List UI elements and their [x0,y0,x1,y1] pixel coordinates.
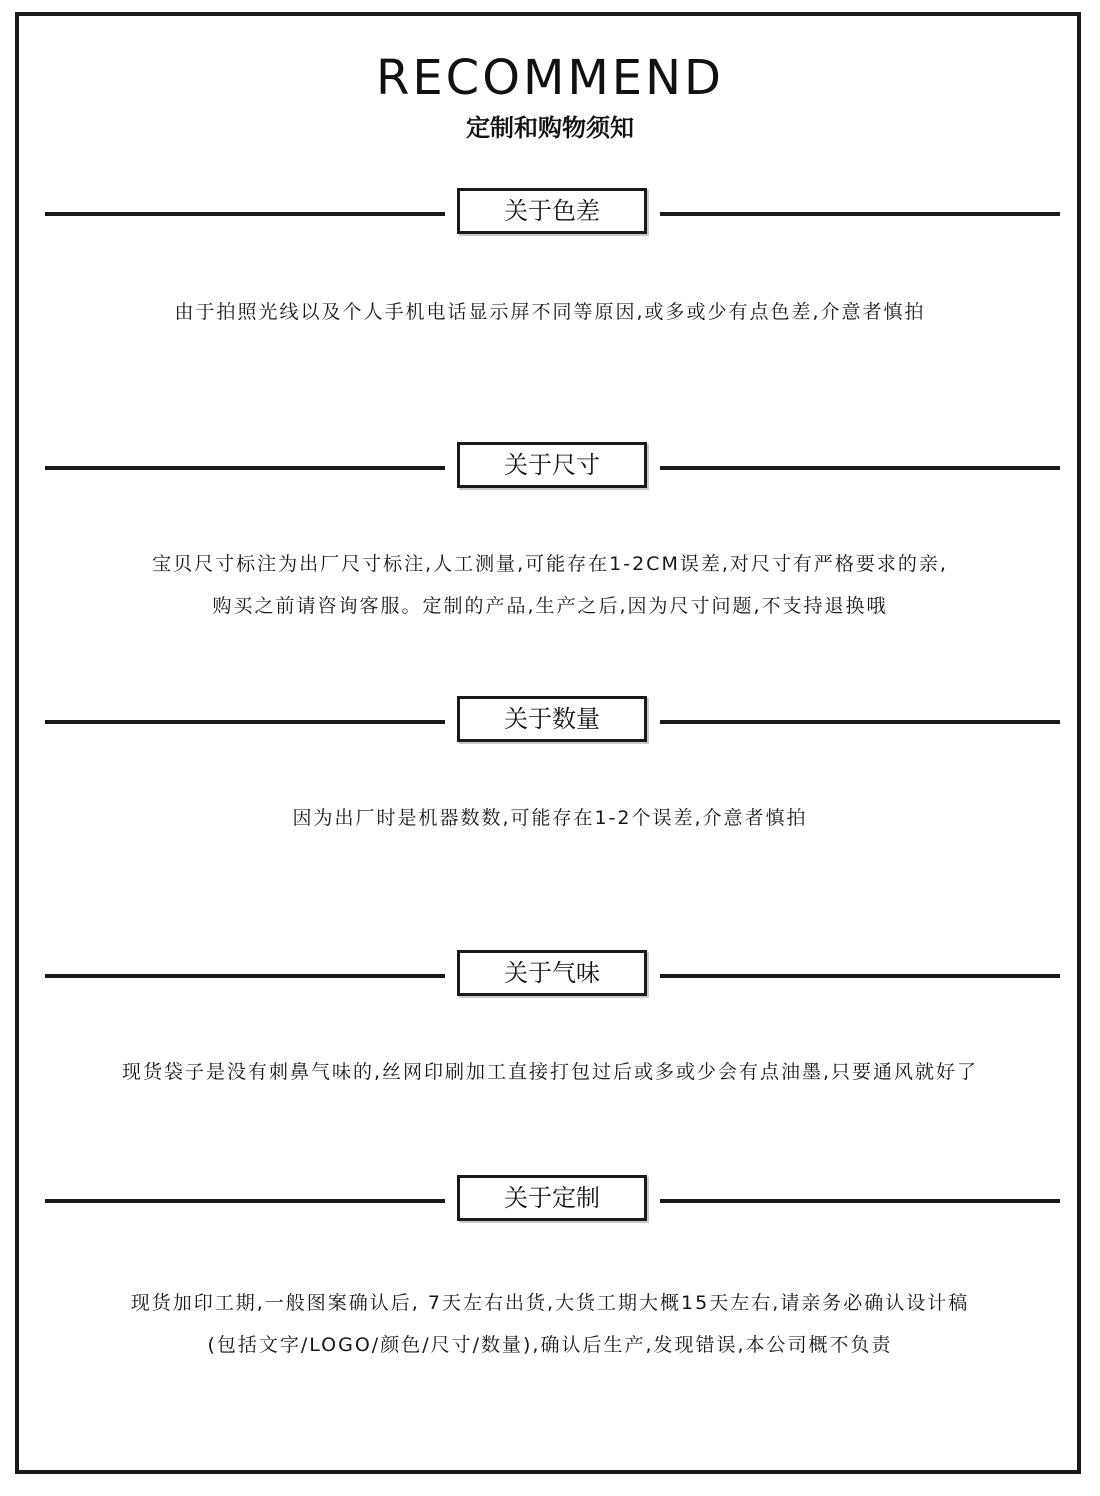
divider-line-right [660,1199,1060,1203]
page-subtitle: 定制和购物须知 [466,114,634,142]
divider-line-left [45,466,445,470]
section-text [40,1056,1060,1098]
section-label: 关于数量 [457,696,647,742]
section-text [40,548,1060,632]
text-line: 购买之前请咨询客服。定制的产品,生产之后,因为尺寸问题,不支持退换哦 [212,595,888,617]
section-text [40,802,1060,844]
text-line: 现货加印工期,一般图案确认后, 7天左右出货,大货工期大概15天左右,请亲务必确认设计稿 [130,1292,970,1314]
divider-line-right [660,720,1060,724]
section-label: 关于色差 [457,188,647,234]
section-header [40,442,1060,494]
section-header [40,696,1060,748]
text-line: 现货袋子是没有刺鼻气味的,丝网印刷加工直接打包过后或多或少会有点油墨,只要通风就好了 [121,1061,979,1083]
section-header [40,950,1060,1002]
text-line: 因为出厂时是机器数数,可能存在1-2个误差,介意者慎拍 [292,807,808,829]
section-header [40,188,1060,240]
divider-line-right [660,974,1060,978]
page-title: RECOMMEND [376,50,724,106]
section-text [40,1287,1060,1371]
divider-line-left [45,212,445,216]
text-line: 宝贝尺寸标注为出厂尺寸标注,人工测量,可能存在1-2CM误差,对尺寸有严格要求的亲, [152,553,948,575]
text-line: (包括文字/LOGO/颜色/尺寸/数量),确认后生产,发现错误,本公司概不负责 [207,1334,893,1356]
section-label: 关于气味 [457,950,647,996]
section-text [40,296,1060,338]
divider-line-left [45,720,445,724]
section-label: 关于定制 [457,1175,647,1221]
divider-line-right [660,466,1060,470]
divider-line-left [45,1199,445,1203]
section-label: 关于尺寸 [457,442,647,488]
divider-line-right [660,212,1060,216]
text-line: 由于拍照光线以及个人手机电话显示屏不同等原因,或多或少有点色差,介意者慎拍 [174,301,926,323]
section-header [40,1175,1060,1227]
divider-line-left [45,974,445,978]
